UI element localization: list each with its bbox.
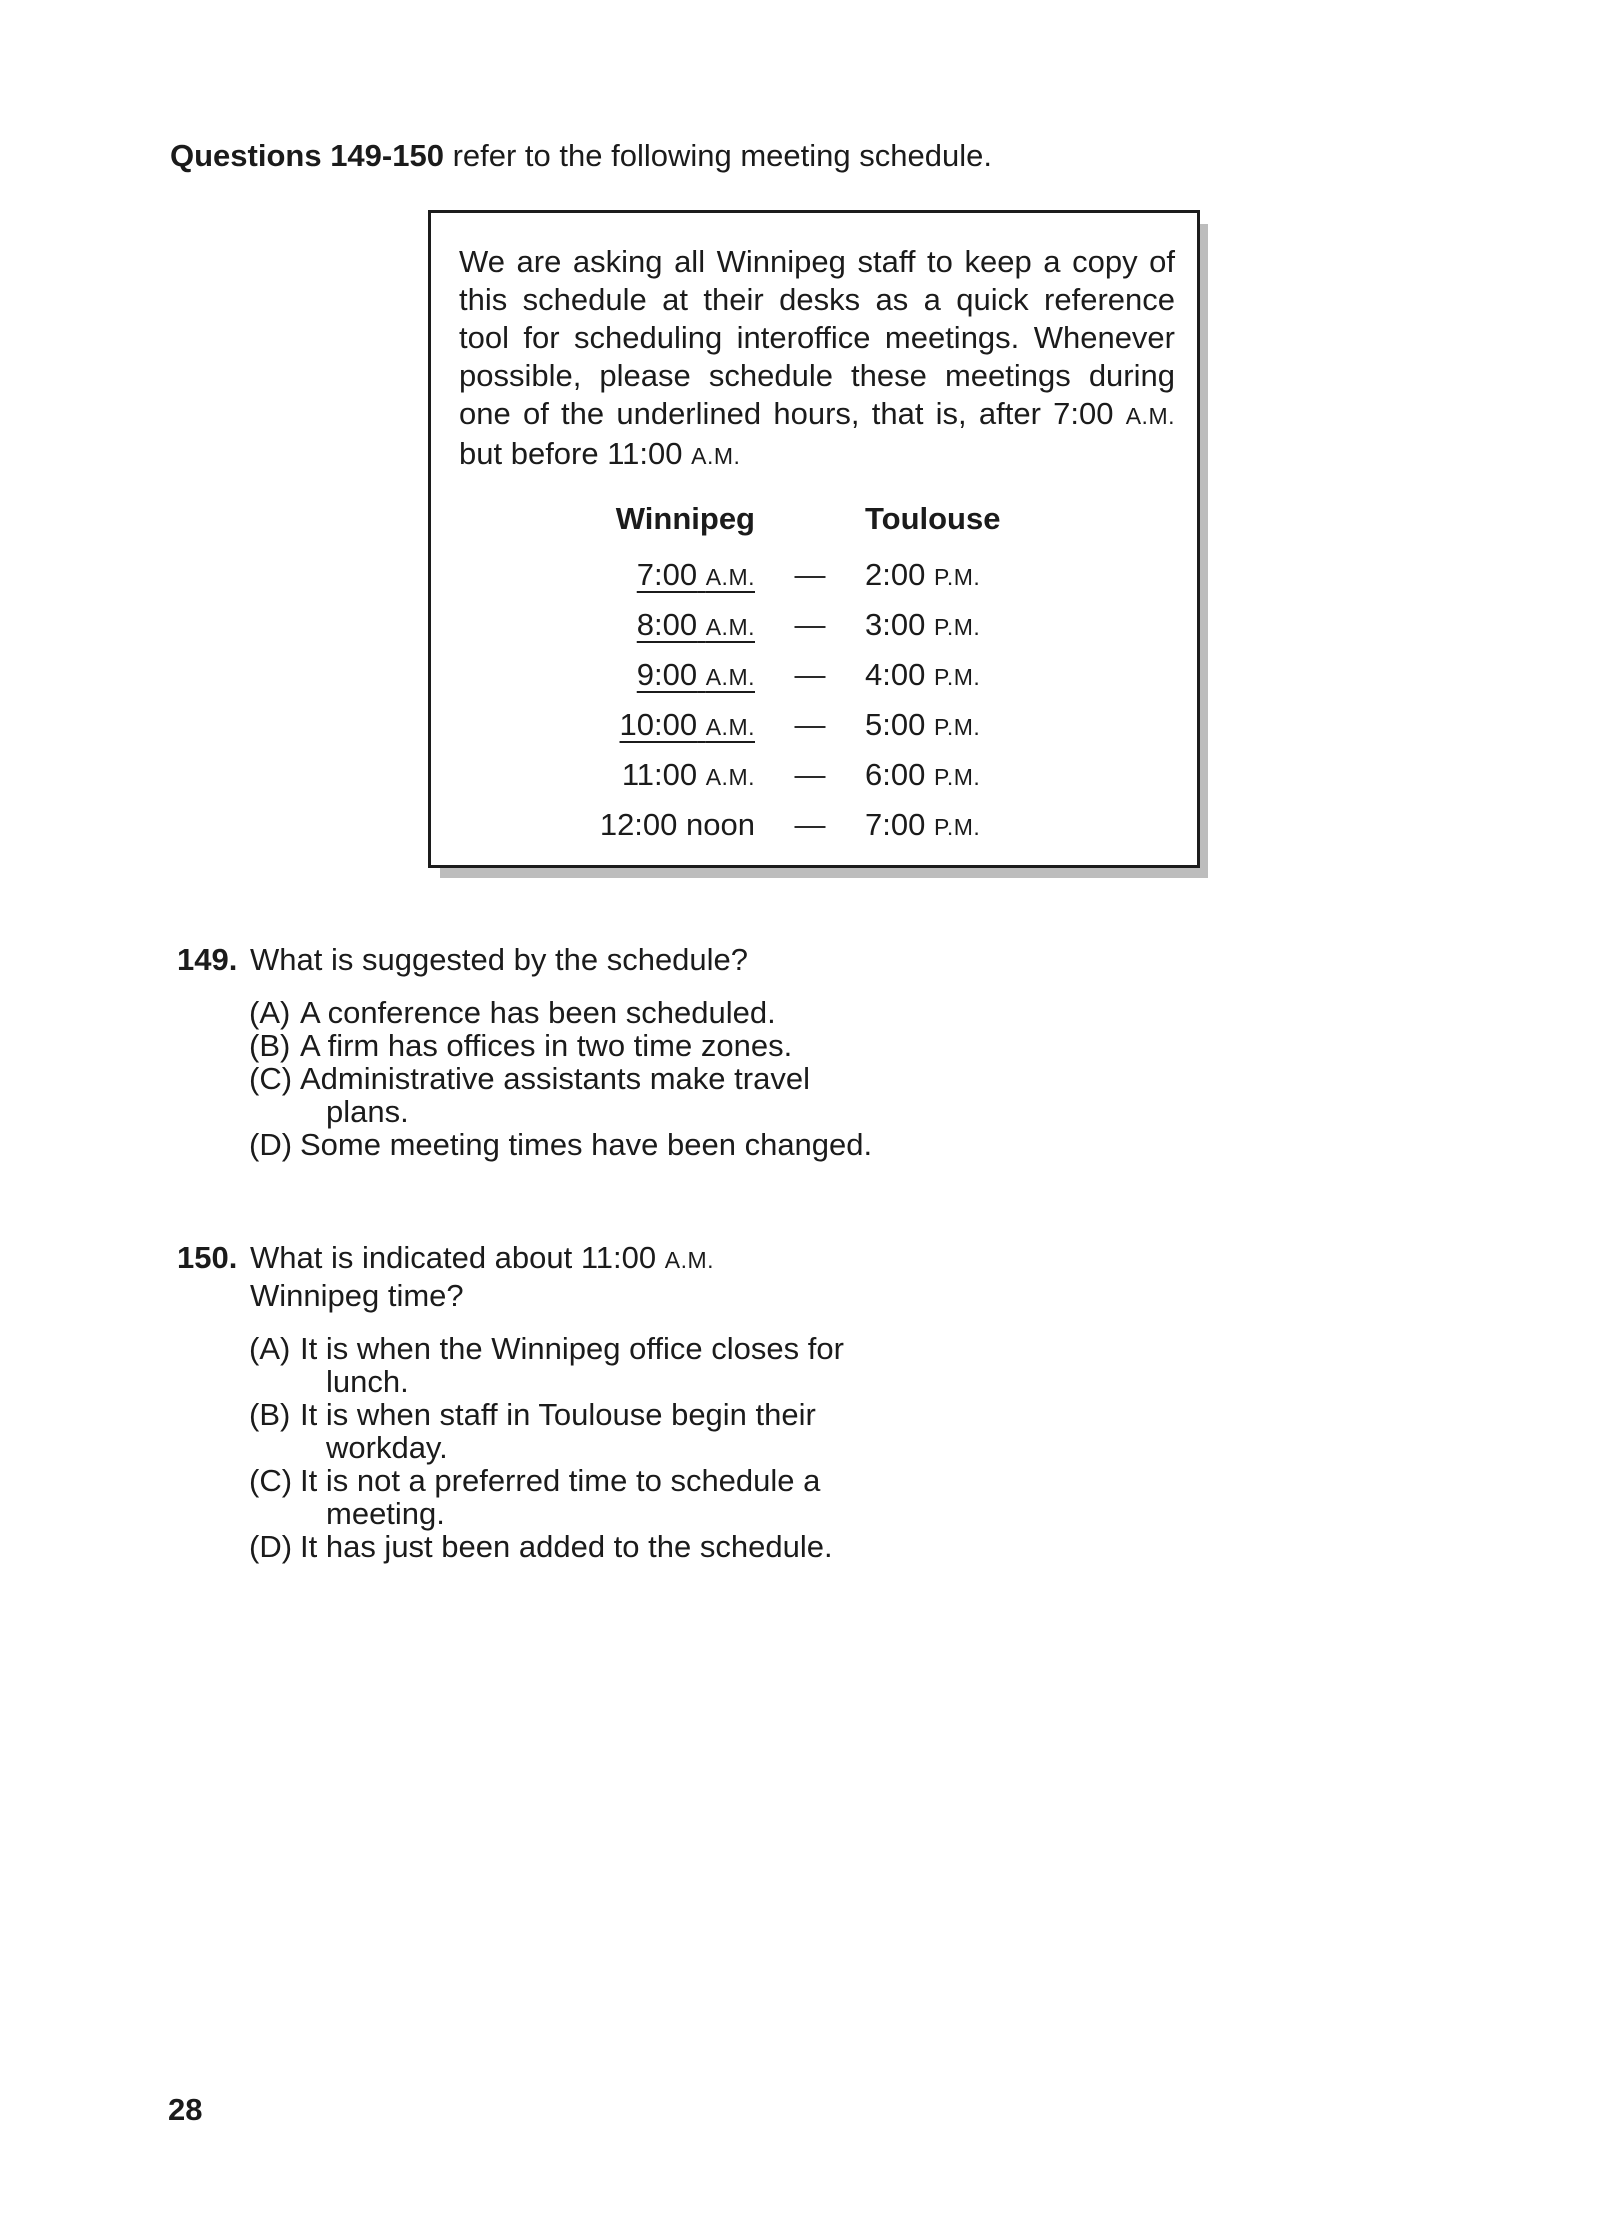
option-row (249, 1332, 886, 1398)
schedule-row (525, 601, 1185, 651)
toulouse-time-cell: 6:00 P.M. (865, 757, 981, 792)
winnipeg-time-cell: 9:00 A.M. (636, 657, 755, 692)
schedule-header-row (525, 495, 1185, 543)
question-150 (177, 1240, 886, 1563)
winnipeg-time-cell: 8:00 A.M. (636, 607, 755, 642)
question-149-options (249, 996, 886, 1161)
winnipeg-time-cell: 10:00 A.M. (619, 707, 755, 742)
time-zone-schedule-table (525, 495, 1185, 851)
option-letter: (C) (249, 1463, 293, 1498)
winnipeg-time-cell: 11:00 A.M. (621, 757, 755, 792)
schedule-row (525, 801, 1185, 851)
instruction-line (170, 138, 992, 174)
option-row (249, 1029, 886, 1062)
option-letter: (D) (249, 1127, 293, 1162)
option-letter: (D) (249, 1529, 293, 1564)
option-text: A conference has been scheduled. (300, 995, 776, 1030)
toulouse-time-cell: 2:00 P.M. (865, 557, 981, 592)
question-text: What is suggested by the schedule? (250, 942, 749, 977)
toulouse-time-cell: 3:00 P.M. (865, 607, 981, 642)
schedule-row (525, 651, 1185, 701)
instruction-question-range: Questions 149-150 (170, 138, 444, 173)
winnipeg-time-cell: 12:00 noon (599, 807, 755, 842)
dash-separator: — (794, 757, 826, 792)
dash-separator: — (794, 607, 826, 642)
dash-separator: — (794, 557, 826, 592)
option-text: It is when the Winnipeg office closes for lunch. (300, 1331, 844, 1399)
notice-paragraph (459, 243, 1175, 475)
question-number: 150. (177, 1240, 238, 1275)
option-letter: (B) (249, 1028, 291, 1063)
toulouse-time-cell: 7:00 P.M. (865, 807, 981, 842)
schedule-row (525, 551, 1185, 601)
winnipeg-column-header: Winnipeg (615, 501, 755, 536)
notice-paragraph-text: We are asking all Winnipeg staff to keep a copy of this schedule at their desks as a quick reference tool for scheduling interoffice meetings. Whenever possible, please schedule these meetings during one of the underlined hours, that is, after 7:00 (459, 244, 1175, 431)
option-row (249, 1464, 886, 1530)
option-letter: (A) (249, 995, 291, 1030)
am-abbreviation: A.M. (1125, 403, 1175, 429)
option-text: Some meeting times have been changed. (300, 1127, 873, 1162)
option-text: It is not a preferred time to schedule a meeting. (300, 1463, 821, 1531)
am-abbreviation: A.M. (664, 1247, 715, 1273)
option-row (249, 1062, 886, 1128)
winnipeg-time-cell: 7:00 A.M. (636, 557, 755, 592)
option-row (249, 1398, 886, 1464)
option-row (249, 1128, 886, 1161)
option-text: Administrative assistants make travel plans. (300, 1061, 810, 1129)
notice-paragraph-text: but before 11:00 (459, 436, 692, 471)
schedule-row (525, 751, 1185, 801)
toulouse-time-cell: 4:00 P.M. (865, 657, 981, 692)
question-number: 149. (177, 942, 238, 977)
question-149 (177, 942, 886, 1161)
option-letter: (B) (249, 1397, 291, 1432)
toulouse-column-header: Toulouse (865, 501, 1001, 536)
option-row (249, 996, 886, 1029)
toulouse-time-cell: 5:00 P.M. (865, 707, 981, 742)
question-150-head (177, 1240, 886, 1314)
option-row (249, 1530, 886, 1563)
dash-separator: — (794, 657, 826, 692)
option-text: It is when staff in Toulouse begin their workday. (300, 1397, 816, 1465)
question-text: What is indicated about 11:00 A.M. Winnipeg time? (250, 1240, 715, 1313)
instruction-rest: refer to the following meeting schedule. (443, 138, 992, 173)
page-number: 28 (168, 2092, 203, 2127)
option-letter: (C) (249, 1061, 293, 1096)
option-text: A firm has offices in two time zones. (300, 1028, 793, 1063)
am-abbreviation: A.M. (691, 443, 741, 469)
dash-separator: — (794, 707, 826, 742)
meeting-schedule-notice-box (428, 210, 1200, 868)
option-text: It has just been added to the schedule. (300, 1529, 833, 1564)
question-149-head (177, 942, 886, 980)
dash-separator: — (794, 807, 826, 842)
question-150-options (249, 1332, 886, 1563)
option-letter: (A) (249, 1331, 291, 1366)
schedule-row (525, 701, 1185, 751)
